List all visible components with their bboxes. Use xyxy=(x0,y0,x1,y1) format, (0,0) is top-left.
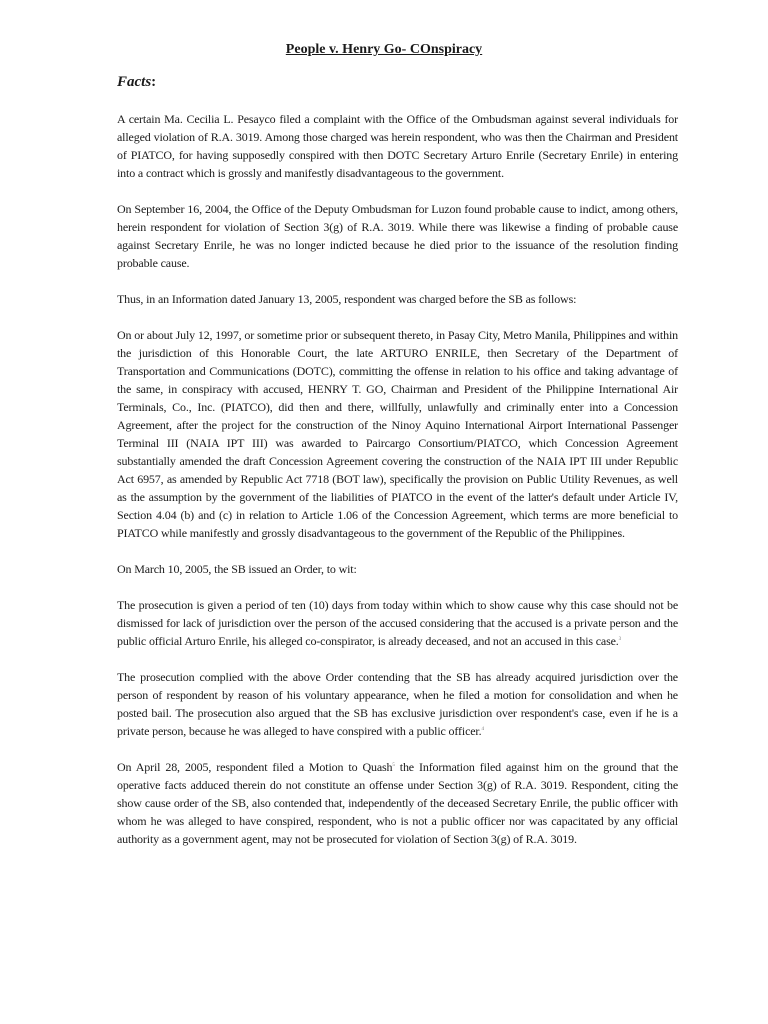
paragraph-sb-order: On March 10, 2005, the SB issued an Order, to wit: xyxy=(117,562,357,576)
document-title: People v. Henry Go- COnspiracy xyxy=(285,42,483,57)
paragraph-order-text xyxy=(117,596,678,650)
paragraph-charge: On or about July 12, 1997, or sometime prior or subsequent thereto, in Pasay City, Metro Manila, Philippines and within the jurisdiction of this Honorable Court, the late ARTURO ENRILE, then Secretary of the Department of Transportation and Communications (DOTC), committing the offense in relation to his office and taking advantage of the same, in conspiracy with accused, HENRY T. GO, Chairman and President of the Philippine International Air Terminals, Co., Inc. (PIATCO), did then and there, willfully, unlawfully and criminally enter into a Concession Agreement, after the project for the construction of the Ninoy Aquino International Airport International Passenger Terminal III (NAIA IPT III) was awarded to Paircargo Consortium/PIATCO, which Concession Agreement substantially amended the draft Concession Agreement covering the construction of the NAIA IPT III under Republic Act 6957, as amended by Republic Act 7718 (BOT law), specifically the provision on Public Utility Revenues, as well as the assumption by the government of the liabilities of PIATCO in the event of the latter's default under Article IV, Section 4.04 (b) and (c) in relation to Article 1.06 of the Concession Agreement, which terms are more beneficial to PIATCO while manifestly and grossly disadvantageous to the government of the Republic of the Philippines. xyxy=(117,328,678,540)
paragraph-motion-to-quash xyxy=(117,758,678,848)
section-heading-facts xyxy=(117,73,156,91)
footnote-marker-3: 3 xyxy=(618,637,622,642)
section-heading-colon: : xyxy=(151,74,157,90)
section-heading-text: Facts xyxy=(117,74,152,90)
paragraph-information: Thus, in an Information dated January 13, 2005, respondent was charged before the SB as follows: xyxy=(117,292,577,306)
paragraph-prosecution-compliance xyxy=(117,668,678,740)
order-text: The prosecution is given a period of ten (10) days from today within which to show cause why this case should not be dismissed for lack of jurisdiction over the person of the accused considering that the accused is a private person and the public official Arturo Enrile, his alleged co-conspirator, is already deceased, and not an accused in this case. xyxy=(117,598,678,648)
compliance-text: The prosecution complied with the above Order contending that the SB has already acquired jurisdiction over the person of respondent by reason of his voluntary appearance, when he filed a motion for consolidation and when he posted bail. The prosecution also argued that the SB has exclusive jurisdiction over respondent's case, even if he is a private person, because he was alleged to have conspired with a public officer. xyxy=(117,670,678,738)
footnote-marker-4: 4 xyxy=(481,727,484,732)
document-body xyxy=(117,110,678,866)
paragraph-probable-cause: On September 16, 2004, the Office of the Deputy Ombudsman for Luzon found probable cause to indict, among others, herein respondent for violation of Section 3(g) of R.A. 3019. While there was likewise a finding of probable cause against Secretary Enrile, he was no longer indicted because he died prior to the issuance of the resolution finding probable cause. xyxy=(117,202,678,270)
motion-text-before: On April 28, 2005, respondent filed a Motion to Quash xyxy=(117,760,393,774)
motion-text-after: the Information filed against him on the ground that the operative facts adduced therein do not constitute an offense under Section 3(g) of R.A. 3019. Respondent, citing the show cause order of the SB, also contended that, independently of the deceased Secretary Enrile, the public officer with whom he was alleged to have conspired, respondent, who is not a public officer nor was capacitated by any official authority as a government agent, may not be prosecuted for violation of Section 3(g) of R.A. 3019. xyxy=(117,760,678,846)
paragraph-complaint: A certain Ma. Cecilia L. Pesayco filed a complaint with the Office of the Ombudsman against several individuals for alleged violation of R.A. 3019. Among those charged was herein respondent, who was then the Chairman and President of PIATCO, for having supposedly conspired with then DOTC Secretary Arturo Enrile (Secretary Enrile) in entering into a contract which is grossly and manifestly disadvantageous to the government. xyxy=(117,112,678,180)
footnote-marker-5: 5 xyxy=(392,763,395,768)
